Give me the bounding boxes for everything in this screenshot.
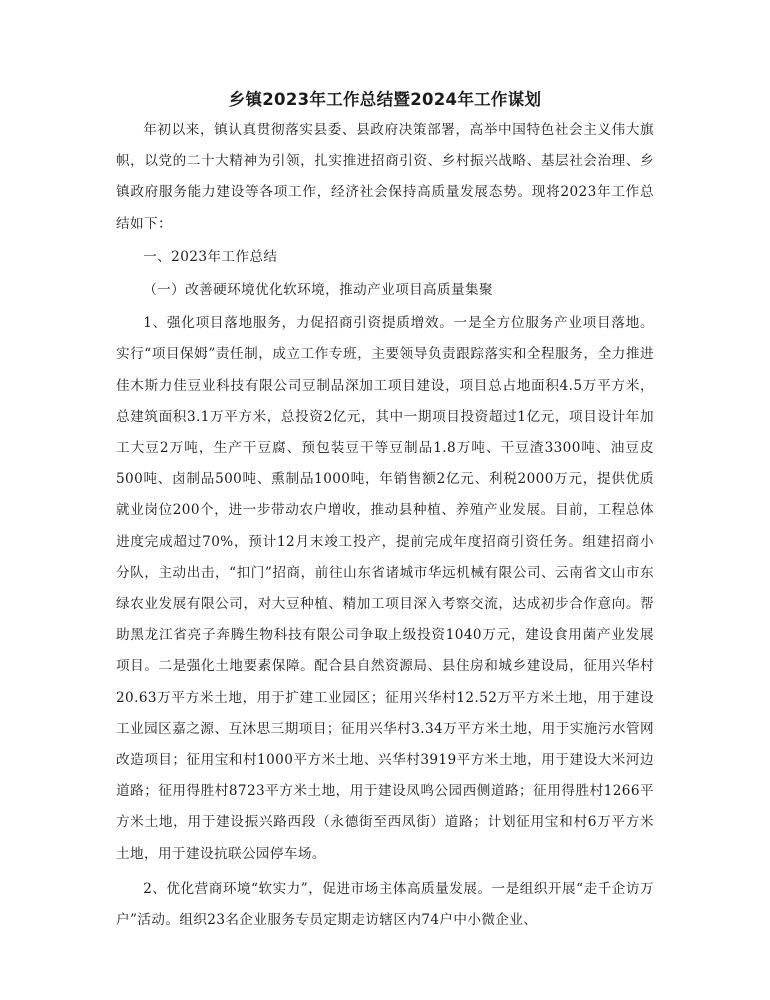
intro-paragraph: 年初以来，镇认真贯彻落实县委、县政府决策部署，高举中国特色社会主义伟大旗帜，以党的二十大精神为引领，扎实推进招商引资、乡村振兴战略、基层社会治理、乡镇政府服务能力建设等各项工作，经济社会保持高质量发展态势。现将2023年工作总结如下： [116,122,654,232]
document-title: 乡镇2023年工作总结暨2024年工作谋划 [228,90,542,109]
document-body [116,115,654,936]
body-paragraph-item-2: 2、优化营商环境“软实力”，促进市场主体高质量发展。一是组织开展“走千企访万户”活动。组织23名企业服务专员定期走访辖区内74户中小微企业、 [116,880,654,929]
section-heading: 一、2023年工作总结 [143,248,278,265]
body-paragraph-item-1: 1、强化项目落地服务，力促招商引资提质增效。一是全方位服务产业项目落地。实行“项目保姆”责任制，成立工作专班，主要领导负责跟踪落实和全程服务，全力推进佳木斯力佳豆业科技有限公司豆制品深加工项目建设，项目总占地面积4.5万平方米，总建筑面积3.1万平方米，总投资2亿元，其中一期项目投资超过1亿元，项目设计年加工大豆2万吨，生产干豆腐、预包装豆干等豆制品1.8万吨、干豆渣3300吨、油豆皮500吨、卤制品500吨、熏制品1000吨，年销售额2亿元、利税2000万元，提供优质就业岗位200个，进一步带动农户增收，推动县种植、养殖产业发展。目前，工程总体进度完成超过70%，预计12月末竣工投产，提前完成年度招商引资任务。组建招商小分队，主动出击，“扣门”招商，前往山东省诸城市华远机械有限公司、云南省文山市东绿农业发展有限公司，对大豆种植、精加工项目深入考察交流，达成初步合作意向。帮助黑龙江省亮子奔腾生物科技有限公司争取上级投资1040万元，建设食用菌产业发展项目。二是强化土地要素保障。配合县自然资源局、县住房和城乡建设局，征用兴华村20.63万平方米土地，用于扩建工业园区；征用兴华村12.52万平方米土地，用于建设工业园区嘉之源、互沐思三期项目；征用兴华村3.34万平方米土地，用于实施污水管网改造项目；征用宝和村1000平方米土地、兴华村3919平方米土地，用于建设大米河边道路；征用得胜村8723平方米土地，用于建设凤鸣公园西侧道路；征用得胜村1266平方米土地，用于建设振兴路西段（永德街至西凤街）道路；计划征用宝和村6万平方米土地，用于建设抗联公园停车场。 [116,315,654,862]
subsection-heading: （一）改善硬环境优化软环境，推动产业项目高质量集聚 [143,282,494,299]
